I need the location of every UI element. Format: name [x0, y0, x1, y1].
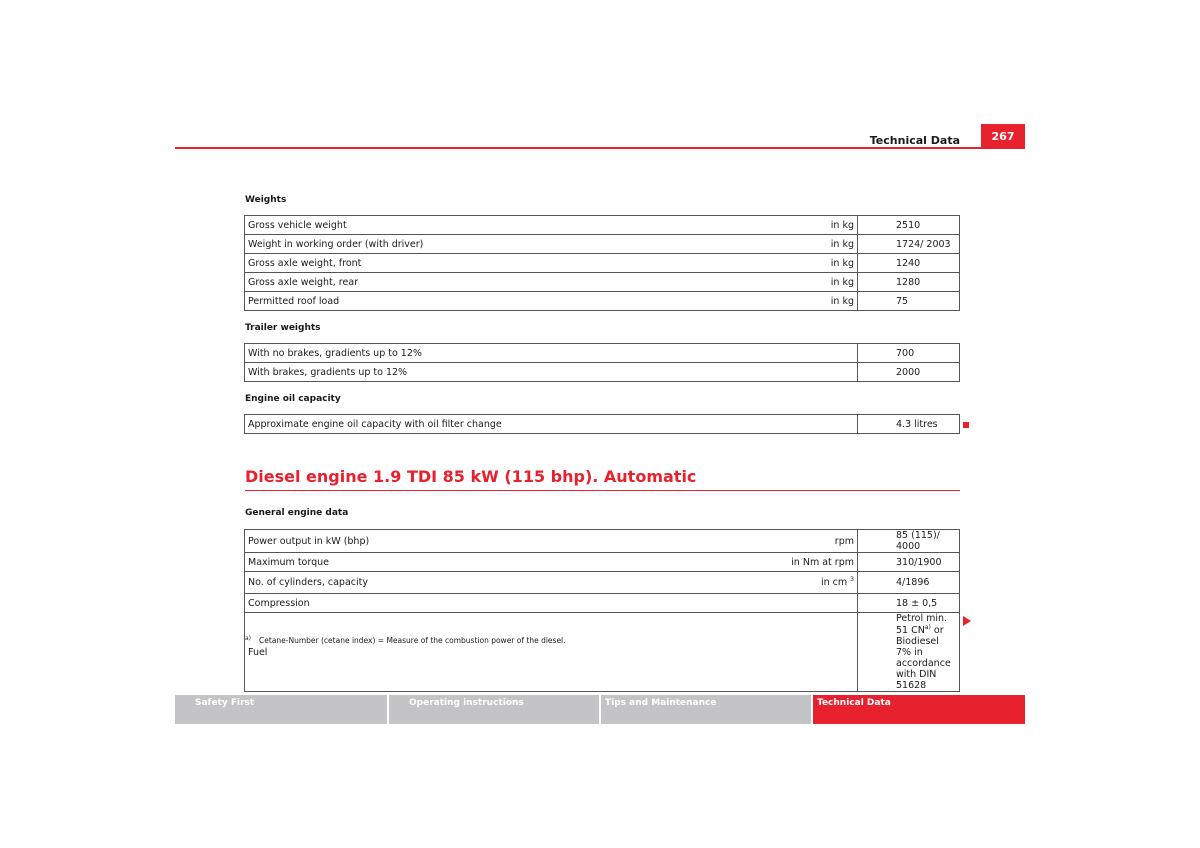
page-number: 267	[981, 124, 1025, 149]
row-value: 310/1900	[858, 553, 960, 572]
row-value: 1280	[858, 273, 960, 292]
footnote-ref[interactable]: a)	[924, 624, 931, 631]
continued-arrow-icon	[963, 616, 971, 626]
table-row	[245, 572, 960, 594]
engine-data-title: General engine data	[245, 508, 349, 518]
row-label: Maximum torque	[245, 553, 602, 572]
row-label: Power output in kW (bhp)	[245, 530, 602, 553]
value-text: Petrol min. 51 CN	[896, 613, 948, 637]
tab-technical-data[interactable]: Technical Data	[813, 695, 1025, 724]
table-row	[245, 254, 960, 273]
row-unit: in kg	[601, 216, 858, 235]
section-title: Technical Data	[869, 134, 960, 147]
tab-safety-first[interactable]: Safety First	[175, 695, 389, 724]
oil-title: Engine oil capacity	[245, 394, 341, 404]
row-value: 4/1896	[858, 572, 960, 594]
table-row	[245, 344, 960, 363]
weights-title: Weights	[245, 195, 287, 205]
table-row	[245, 530, 960, 553]
table-row	[245, 363, 960, 382]
table-row	[245, 415, 960, 434]
row-unit: in Nm at rpm	[601, 553, 858, 572]
table-row	[245, 292, 960, 311]
value-text-continued: or Biodiesel 7% in accordance with DIN 51628	[896, 625, 951, 692]
row-unit	[601, 594, 858, 613]
row-unit: rpm	[601, 530, 858, 553]
row-unit	[601, 613, 858, 692]
row-value: 2510	[858, 216, 960, 235]
row-unit	[601, 363, 858, 382]
table-row	[245, 216, 960, 235]
row-value: 85 (115)/ 4000	[858, 530, 960, 553]
row-unit	[601, 572, 858, 594]
trailer-table	[244, 343, 960, 382]
row-unit: in kg	[601, 273, 858, 292]
row-label: Weight in working order (with driver)	[245, 235, 602, 254]
row-label: Permitted roof load	[245, 292, 602, 311]
row-label: Compression	[245, 594, 602, 613]
row-label: Approximate engine oil capacity with oil filter change	[245, 415, 602, 434]
row-label: With no brakes, gradients up to 12%	[245, 344, 602, 363]
footnote	[245, 636, 566, 645]
trailer-title: Trailer weights	[245, 323, 321, 333]
row-value: 1240	[858, 254, 960, 273]
tab-tips-and-maintenance[interactable]: Tips and Maintenance	[601, 695, 813, 724]
unit-text: in cm	[820, 577, 848, 589]
table-row	[245, 594, 960, 613]
row-value	[858, 613, 960, 692]
oil-table	[244, 414, 960, 434]
weights-table	[244, 215, 960, 311]
row-unit: in kg	[601, 235, 858, 254]
header-rule	[175, 147, 1025, 149]
section-end-marker	[963, 422, 969, 428]
chapter-heading: Diesel engine 1.9 TDI 85 kW (115 bhp). Automatic	[245, 467, 697, 486]
table-row	[245, 613, 960, 692]
row-label: Gross axle weight, front	[245, 254, 602, 273]
row-unit: in kg	[601, 254, 858, 273]
row-value: 4.3 litres	[858, 415, 960, 434]
row-label: Gross axle weight, rear	[245, 273, 602, 292]
table-row	[245, 235, 960, 254]
row-unit	[601, 415, 858, 434]
row-unit: in kg	[601, 292, 858, 311]
footnote-marker: a)	[245, 635, 252, 642]
row-value: 75	[858, 292, 960, 311]
unit-superscript: 3	[850, 576, 854, 584]
table-row	[245, 553, 960, 572]
row-label: With brakes, gradients up to 12%	[245, 363, 602, 382]
footer-navigation	[175, 695, 1025, 724]
row-label: Fuel	[245, 613, 602, 692]
row-value: 2000	[858, 363, 960, 382]
tab-operating-instructions[interactable]: Operating instructions	[389, 695, 601, 724]
heading-rule	[245, 490, 960, 491]
row-label: No. of cylinders, capacity	[245, 572, 602, 594]
footnote-text: Cetane-Number (cetane index) = Measure of the combustion power of the diesel.	[259, 636, 566, 645]
table-row	[245, 273, 960, 292]
row-value: 18 ± 0,5	[858, 594, 960, 613]
engine-data-table	[244, 529, 960, 692]
row-unit	[601, 344, 858, 363]
row-label: Gross vehicle weight	[245, 216, 602, 235]
row-value: 1724/ 2003	[858, 235, 960, 254]
row-value: 700	[858, 344, 960, 363]
